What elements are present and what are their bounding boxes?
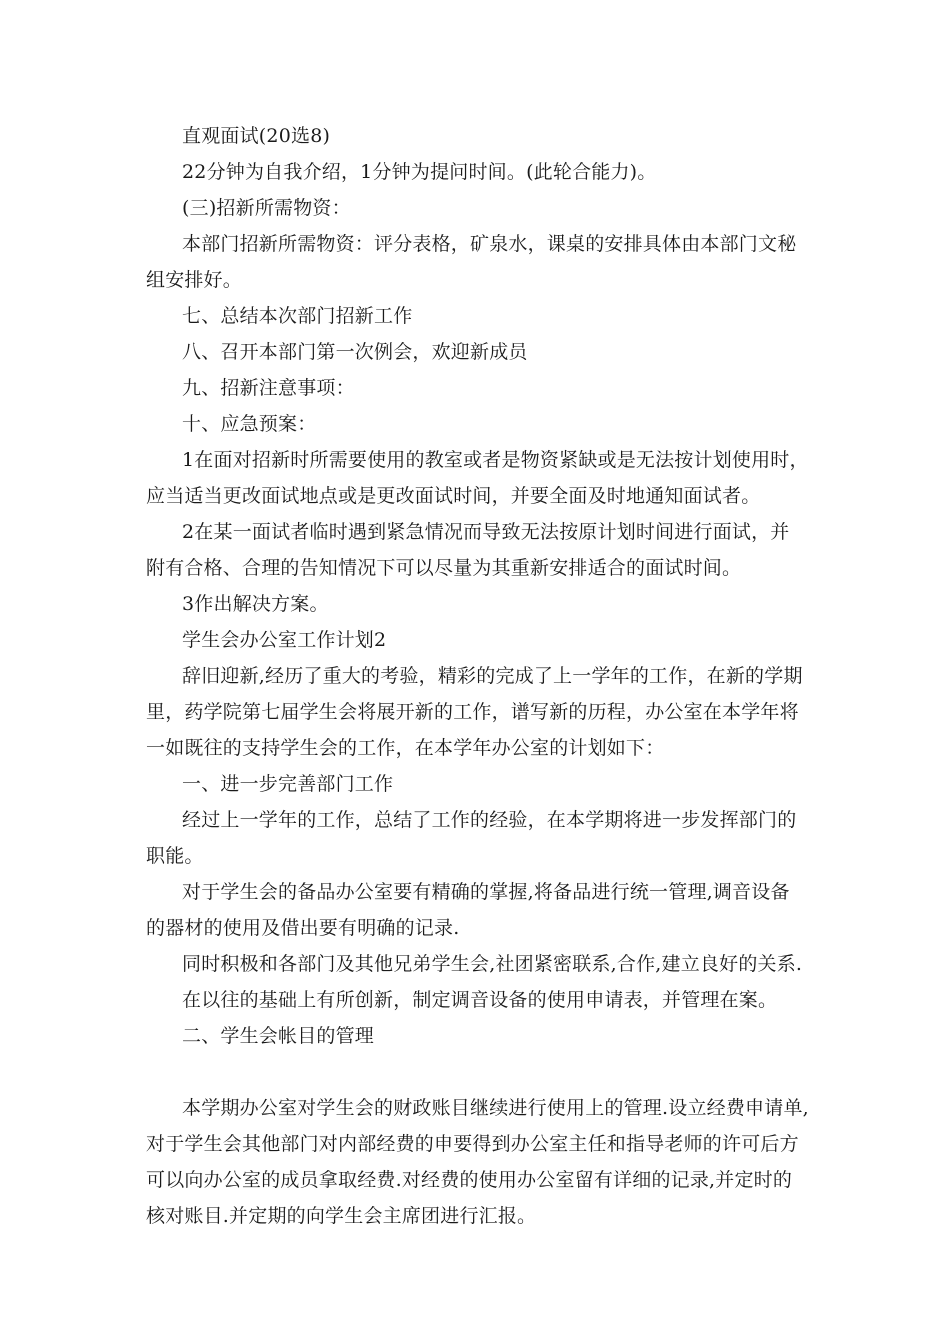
section-heading: 一、进一步完善部门工作 [182, 773, 394, 795]
text-line: 3作出解决方案。 [182, 593, 329, 615]
text-line: 可以向办公室的成员拿取经费.对经费的使用办公室留有详细的记录,并定时的 [146, 1169, 793, 1191]
document-title: 学生会办公室工作计划2 [182, 629, 387, 651]
text-line: 同时积极和各部门及其他兄弟学生会,社团紧密联系,合作,建立良好的关系. [182, 953, 803, 975]
text-line: 里，药学院第七届学生会将展开新的工作，谱写新的历程，办公室在本学年将 [146, 701, 799, 723]
text-line: 本学期办公室对学生会的财政账目继续进行使用上的管理.设立经费申请单, [182, 1097, 809, 1119]
text-line: 辞旧迎新,经历了重大的考验，精彩的完成了上一学年的工作，在新的学期 [182, 665, 803, 687]
text-line: 22分钟为自我介绍，1分钟为提问时间。(此轮合能力)。 [182, 161, 657, 183]
text-line: 组安排好。 [146, 269, 243, 291]
section-heading: 十、应急预案： [182, 413, 317, 435]
text-line: 核对账目.并定期的向学生会主席团进行汇报。 [146, 1205, 537, 1227]
section-heading: 八、召开本部门第一次例会，欢迎新成员 [182, 341, 528, 363]
section-heading: 二、学生会帐目的管理 [182, 1025, 375, 1047]
text-line: 2在某一面试者临时遇到紧急情况而导致无法按原计划时间进行面试，并 [182, 521, 790, 543]
text-line: 的器材的使用及借出要有明确的记录. [146, 917, 460, 939]
section-heading: 九、招新注意事项： [182, 377, 355, 399]
section-heading: (三)招新所需物资： [182, 197, 351, 219]
text-line: 本部门招新所需物资：评分表格，矿泉水，课桌的安排具体由本部门文秘 [182, 233, 797, 255]
text-line: 1在面对招新时所需要使用的教室或者是物资紧缺或是无法按计划使用时， [182, 449, 809, 471]
text-line: 职能。 [146, 845, 204, 867]
text-line: 附有合格、合理的告知情况下可以尽量为其重新安排适合的面试时间。 [146, 557, 742, 579]
text-line: 直观面试(20选8) [182, 125, 331, 147]
text-line: 一如既往的支持学生会的工作，在本学年办公室的计划如下： [146, 737, 665, 759]
section-heading: 七、总结本次部门招新工作 [182, 305, 413, 327]
text-line: 对于学生会的备品办公室要有精确的掌握,将备品进行统一管理,调音设备 [182, 881, 790, 903]
text-line: 经过上一学年的工作，总结了工作的经验，在本学期将进一步发挥部门的 [182, 809, 797, 831]
text-line: 对于学生会其他部门对内部经费的申要得到办公室主任和指导老师的许可后方 [146, 1133, 799, 1155]
text-line: 应当适当更改面试地点或是更改面试时间，并要全面及时地通知面试者。 [146, 485, 761, 507]
text-line: 在以往的基础上有所创新，制定调音设备的使用申请表，并管理在案。 [182, 989, 778, 1011]
